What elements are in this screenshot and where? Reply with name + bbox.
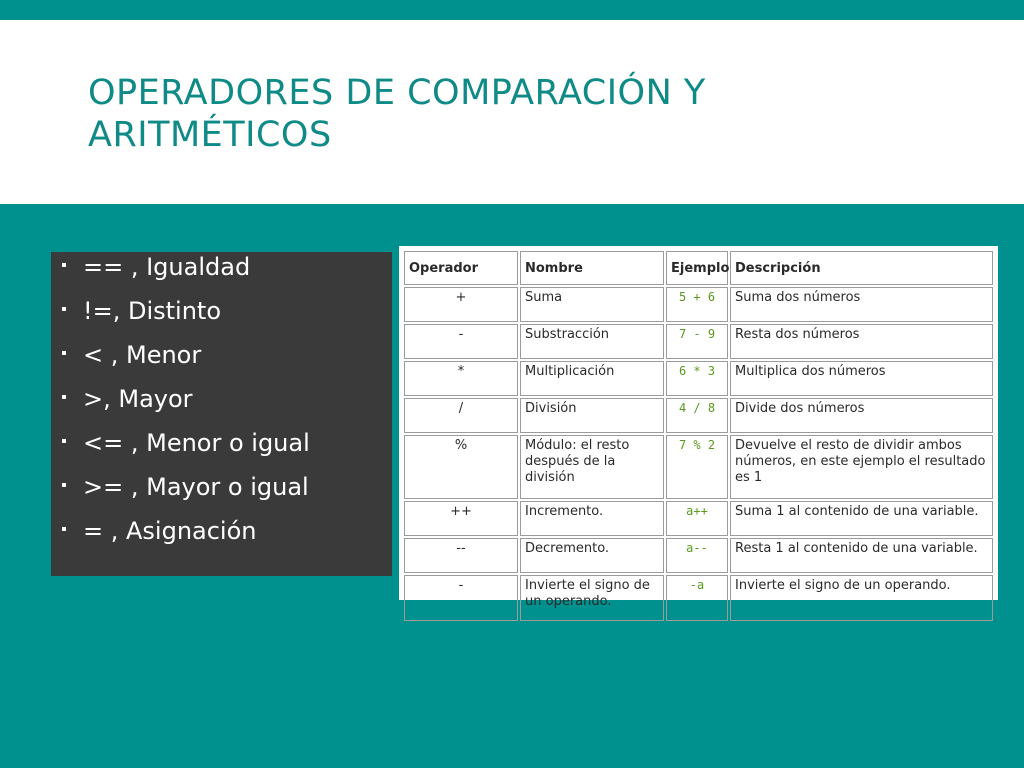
- bullet-text: = , Asignación: [83, 517, 257, 545]
- cell-name: Decremento.: [520, 538, 664, 573]
- cell-name: Multiplicación: [520, 361, 664, 396]
- table-header-row: [404, 251, 993, 285]
- cell-name: Substracción: [520, 324, 664, 359]
- table-row: [404, 287, 993, 322]
- header-ejemplo: Ejemplo: [666, 251, 728, 285]
- cell-description: Resta 1 al contenido de una variable.: [730, 538, 993, 573]
- bullet-item: [51, 516, 392, 560]
- bullet-icon: [62, 527, 66, 531]
- cell-description: Divide dos números: [730, 398, 993, 433]
- table-row: [404, 324, 993, 359]
- bullet-icon: [62, 307, 66, 311]
- table-row: [404, 575, 993, 621]
- operators-table-frame: [399, 246, 998, 609]
- cell-operator: +: [404, 287, 518, 322]
- cell-example: 4 / 8: [666, 398, 728, 433]
- bullet-item: [51, 384, 392, 428]
- table-row: [404, 501, 993, 536]
- cell-operator: -: [404, 575, 518, 621]
- bullet-icon: [62, 439, 66, 443]
- bullet-item: [51, 340, 392, 384]
- cell-name: División: [520, 398, 664, 433]
- cell-name: Módulo: el resto después de la división: [520, 435, 664, 499]
- header-nombre: Nombre: [520, 251, 664, 285]
- table-row: [404, 435, 993, 499]
- bullet-item: [51, 472, 392, 516]
- cell-description: Multiplica dos números: [730, 361, 993, 396]
- cell-description: Suma 1 al contenido de una variable.: [730, 501, 993, 536]
- cell-example: a--: [666, 538, 728, 573]
- bullet-text: >, Mayor: [83, 385, 193, 413]
- bullet-list: [51, 252, 392, 560]
- table-row: [404, 538, 993, 573]
- cell-example: a++: [666, 501, 728, 536]
- header-descripcion: Descripción: [730, 251, 993, 285]
- bullet-icon: [62, 395, 66, 399]
- bullet-item: [51, 428, 392, 472]
- operators-table: [402, 249, 995, 623]
- top-strip: [0, 0, 1024, 20]
- table-row: [404, 361, 993, 396]
- cell-name: Invierte el signo de un operando.: [520, 575, 664, 621]
- cell-operator: %: [404, 435, 518, 499]
- slide-title: OPERADORES DE COMPARACIÓN Y ARITMÉTICOS: [88, 73, 706, 155]
- bullet-item: [51, 296, 392, 340]
- cell-operator: --: [404, 538, 518, 573]
- cell-name: Suma: [520, 287, 664, 322]
- bullet-icon: [62, 351, 66, 355]
- cell-operator: ++: [404, 501, 518, 536]
- cell-operator: *: [404, 361, 518, 396]
- bullet-text: == , Igualdad: [83, 253, 251, 281]
- cell-example: 7 % 2: [666, 435, 728, 499]
- bullet-text: !=, Distinto: [83, 297, 222, 325]
- bullet-icon: [62, 483, 66, 487]
- cell-operator: /: [404, 398, 518, 433]
- cell-description: Devuelve el resto de dividir ambos números, en este ejemplo el resultado es 1: [730, 435, 993, 499]
- cell-description: Suma dos números: [730, 287, 993, 322]
- bullet-text: <= , Menor o igual: [83, 429, 310, 457]
- cell-example: 7 - 9: [666, 324, 728, 359]
- cell-example: 6 * 3: [666, 361, 728, 396]
- bullet-text: >= , Mayor o igual: [83, 473, 309, 501]
- cell-example: 5 + 6: [666, 287, 728, 322]
- header-operador: Operador: [404, 251, 518, 285]
- bullet-item: [51, 252, 392, 296]
- table-row: [404, 398, 993, 433]
- cell-operator: -: [404, 324, 518, 359]
- cell-description: Invierte el signo de un operando.: [730, 575, 993, 621]
- cell-description: Resta dos números: [730, 324, 993, 359]
- bullet-icon: [62, 263, 66, 267]
- cell-name: Incremento.: [520, 501, 664, 536]
- bullet-text: < , Menor: [83, 341, 202, 369]
- bullet-panel: [51, 252, 392, 576]
- cell-example: -a: [666, 575, 728, 621]
